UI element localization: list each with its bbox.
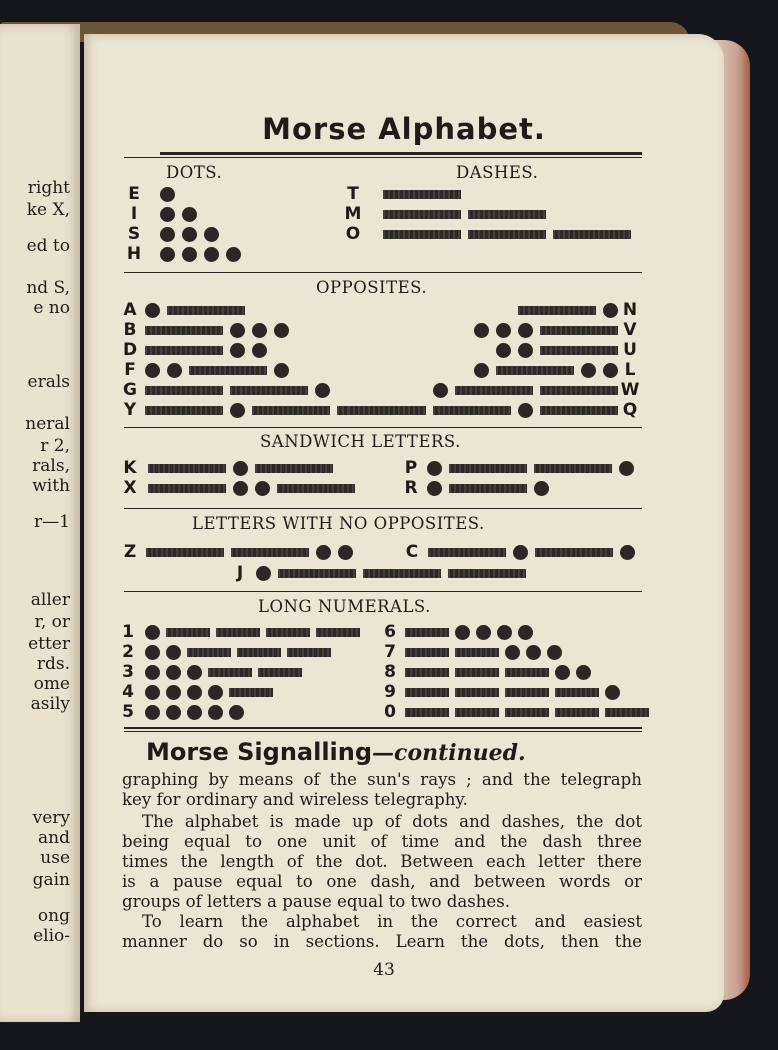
body-line: key for ordinary and wireless telegraphy.: [122, 790, 468, 809]
morse-dot: [167, 363, 182, 378]
morse-dot: [605, 685, 620, 700]
morse-dash: [148, 464, 226, 473]
letter-s: S: [127, 224, 141, 244]
morse-dot: [145, 705, 160, 720]
morse-dash: [455, 688, 499, 697]
morse-dash: [455, 386, 533, 395]
morse-dot: [145, 665, 160, 680]
morse-dot: [316, 545, 331, 560]
letter-t: T: [347, 184, 359, 204]
morse-dash: [405, 648, 449, 657]
numerals-header: LONG NUMERALS.: [258, 597, 431, 616]
letter-c: C: [405, 542, 419, 562]
morse-dot: [256, 566, 271, 581]
morse-dash: [145, 346, 223, 355]
morse-dot: [160, 207, 175, 222]
morse-dash: [496, 366, 574, 375]
morse-dash: [216, 628, 260, 637]
letter-7: 7: [384, 642, 396, 662]
letter-b: B: [123, 320, 137, 340]
letter-1: 1: [122, 622, 134, 642]
morse-dash: [505, 708, 549, 717]
left-page-line: etter: [28, 634, 70, 654]
morse-dot: [226, 247, 241, 262]
morse-dash: [405, 668, 449, 677]
morse-dash: [540, 346, 618, 355]
morse-dot: [229, 705, 244, 720]
left-page-line: aller: [30, 590, 70, 610]
letter-6: 6: [384, 622, 396, 642]
letter-k: K: [123, 458, 137, 478]
morse-dot: [497, 625, 512, 640]
morse-dot: [513, 545, 528, 560]
left-page-line: elio-: [33, 926, 70, 946]
letter-4: 4: [122, 682, 134, 702]
morse-dot: [145, 303, 160, 318]
left-page-line: neral: [25, 414, 70, 434]
morse-dot: [505, 645, 520, 660]
left-page-line: r 2,: [40, 436, 70, 456]
letter-m: M: [344, 204, 362, 224]
morse-dot: [518, 625, 533, 640]
morse-dot: [230, 403, 245, 418]
morse-dot: [534, 481, 549, 496]
left-page-line: ed to: [26, 236, 70, 256]
morse-dot: [145, 625, 160, 640]
letter-9: 9: [384, 682, 396, 702]
letter-d: D: [122, 340, 138, 360]
left-page-line: right: [27, 178, 70, 198]
dashes-header: DASHES.: [456, 163, 539, 182]
morse-dot: [274, 323, 289, 338]
morse-dot: [160, 187, 175, 202]
letter-8: 8: [384, 662, 396, 682]
morse-dot: [518, 343, 533, 358]
morse-dot: [252, 343, 267, 358]
morse-dash: [316, 628, 360, 637]
morse-dot: [230, 343, 245, 358]
rule-5-thin: [124, 731, 642, 732]
morse-dash: [540, 326, 618, 335]
morse-dash: [348, 406, 426, 415]
body-line: graphing by means of the sun's rays ; and the telegraph: [122, 770, 642, 789]
letter-o: O: [345, 224, 361, 244]
heading-continued: —continued.: [372, 740, 526, 766]
morse-dash: [237, 648, 281, 657]
letter-3: 3: [122, 662, 134, 682]
morse-dash: [363, 569, 441, 578]
letter-i: I: [130, 204, 138, 224]
morse-dot: [166, 685, 181, 700]
letter-x: X: [123, 478, 137, 498]
morse-dot: [518, 323, 533, 338]
letter-2: 2: [122, 642, 134, 662]
no-opposites-header: LETTERS WITH NO OPPOSITES.: [192, 514, 485, 533]
letter-f: F: [124, 360, 136, 380]
left-page-line: e no: [33, 298, 70, 318]
morse-dash: [505, 688, 549, 697]
morse-dash: [231, 548, 309, 557]
morse-dot: [427, 481, 442, 496]
morse-dot: [576, 665, 591, 680]
left-page-line: rals,: [32, 456, 70, 476]
morse-dot: [166, 705, 181, 720]
letter-q: Q: [622, 400, 638, 420]
morse-dot: [526, 645, 541, 660]
morse-dash: [518, 306, 596, 315]
morse-dot: [496, 343, 511, 358]
morse-dash: [166, 628, 210, 637]
morse-dash: [468, 230, 546, 239]
morse-dot: [204, 227, 219, 242]
morse-dot: [474, 363, 489, 378]
letter-a: A: [123, 300, 137, 320]
left-page-line: r—1: [34, 512, 70, 532]
letter-r: R: [404, 478, 418, 498]
morse-dot: [160, 247, 175, 262]
morse-dash: [428, 548, 506, 557]
morse-dash: [266, 628, 310, 637]
morse-dash: [287, 648, 331, 657]
morse-dot: [555, 665, 570, 680]
morse-dot: [182, 227, 197, 242]
left-page-line: with: [32, 476, 70, 496]
morse-dash: [555, 688, 599, 697]
morse-dash: [229, 688, 273, 697]
left-page-line: ong: [37, 906, 70, 926]
page-number: 43: [373, 960, 395, 980]
morse-dash: [187, 648, 231, 657]
morse-dash: [605, 708, 649, 717]
morse-dot: [619, 461, 634, 476]
morse-dot: [433, 383, 448, 398]
morse-dot: [620, 545, 635, 560]
morse-dash: [405, 708, 449, 717]
rule-5: [124, 727, 642, 729]
title-rule-thin: [124, 157, 642, 158]
morse-dot: [187, 665, 202, 680]
body-line: manner do so in sections. Learn the dots, then the: [122, 932, 642, 951]
left-page-line: ke X,: [26, 200, 70, 220]
morse-dash: [252, 406, 330, 415]
morse-dot: [208, 705, 223, 720]
morse-dot: [233, 481, 248, 496]
morse-dash: [255, 464, 333, 473]
rule-3: [124, 508, 642, 509]
morse-dash: [535, 548, 613, 557]
morse-dash: [167, 306, 245, 315]
morse-dot: [518, 403, 533, 418]
dots-header: DOTS.: [166, 163, 223, 182]
letter-u: U: [623, 340, 637, 360]
morse-dot: [255, 481, 270, 496]
morse-dash: [383, 190, 461, 199]
letter-5: 5: [122, 702, 134, 722]
heading-main: Morse Signalling: [146, 738, 373, 766]
morse-dot: [145, 645, 160, 660]
morse-dot: [182, 247, 197, 262]
morse-dash: [278, 569, 356, 578]
morse-dot: [182, 207, 197, 222]
morse-dash: [448, 569, 526, 578]
letter-e: E: [128, 184, 140, 204]
letter-j: J: [236, 563, 244, 583]
morse-dash: [455, 668, 499, 677]
morse-dash: [455, 648, 499, 657]
letter-g: G: [123, 380, 137, 400]
morse-dot: [338, 545, 353, 560]
left-page-line: nd S,: [26, 278, 70, 298]
morse-dash: [540, 406, 618, 415]
body-line: times the length of the dot. Between each letter there: [122, 852, 642, 871]
left-page-line: asily: [30, 694, 70, 714]
left-page-line: erals: [27, 372, 70, 392]
morse-dot: [315, 383, 330, 398]
body-line: groups of letters a pause equal to two dashes.: [122, 892, 511, 911]
morse-dash: [146, 548, 224, 557]
morse-dash: [258, 668, 302, 677]
morse-dot: [274, 363, 289, 378]
morse-dash: [540, 386, 618, 395]
opposites-header: OPPOSITES.: [316, 278, 428, 297]
morse-dot: [252, 323, 267, 338]
letter-v: V: [623, 320, 637, 340]
morse-dash: [145, 386, 223, 395]
letter-p: P: [404, 458, 418, 478]
body-line: being equal to one unit of time and the dash three: [122, 832, 642, 851]
morse-dash: [145, 326, 223, 335]
letter-l: L: [624, 360, 636, 380]
morse-dot: [187, 705, 202, 720]
left-page-line: ome: [33, 674, 70, 694]
letter-h: H: [126, 244, 142, 264]
morse-dot: [233, 461, 248, 476]
morse-dash: [383, 210, 461, 219]
morse-dash: [208, 668, 252, 677]
morse-dot: [187, 685, 202, 700]
morse-dash: [189, 366, 267, 375]
morse-dot: [145, 685, 160, 700]
left-page-line: r, or: [34, 612, 70, 632]
letter-y: Y: [123, 400, 137, 420]
morse-dot: [455, 625, 470, 640]
morse-dot: [603, 363, 618, 378]
letter-0: 0: [384, 702, 396, 722]
morse-dot: [204, 247, 219, 262]
morse-dot: [208, 685, 223, 700]
left-page-line: and: [38, 828, 70, 848]
morse-dash: [148, 484, 226, 493]
morse-dot: [427, 461, 442, 476]
morse-dash: [534, 464, 612, 473]
body-line: is a pause equal to one dash, and between words or: [122, 872, 642, 891]
letter-n: N: [622, 300, 638, 320]
left-page-line: gain: [32, 870, 70, 890]
morse-dash: [433, 406, 511, 415]
section-heading: [146, 738, 526, 766]
left-page-line: use: [40, 848, 70, 868]
morse-dash: [405, 688, 449, 697]
morse-dash: [277, 484, 355, 493]
left-page-line: very: [32, 808, 70, 828]
morse-dot: [230, 323, 245, 338]
morse-dot: [166, 665, 181, 680]
letter-z: Z: [123, 542, 137, 562]
rule-4: [124, 591, 642, 592]
morse-dot: [166, 645, 181, 660]
morse-dash: [505, 668, 549, 677]
morse-dot: [145, 363, 160, 378]
letter-w: W: [620, 380, 640, 400]
morse-dash: [405, 628, 449, 637]
morse-dot: [496, 323, 511, 338]
morse-dash: [468, 210, 546, 219]
left-page: [0, 24, 80, 1022]
morse-dash: [449, 464, 527, 473]
morse-dash: [455, 708, 499, 717]
page-title: Morse Alphabet.: [262, 112, 546, 146]
morse-dash: [449, 484, 527, 493]
morse-dash: [383, 230, 461, 239]
morse-dash: [230, 386, 308, 395]
title-rule: [160, 152, 642, 155]
morse-dot: [547, 645, 562, 660]
sandwich-header: SANDWICH LETTERS.: [260, 432, 461, 451]
morse-dot: [581, 363, 596, 378]
body-line: To learn the alphabet in the correct and easiest: [142, 912, 642, 931]
morse-dot: [603, 303, 618, 318]
morse-dot: [474, 323, 489, 338]
morse-dash: [553, 230, 631, 239]
morse-dash: [555, 708, 599, 717]
morse-dot: [160, 227, 175, 242]
morse-dot: [476, 625, 491, 640]
rule-1: [124, 272, 642, 273]
left-page-line: rds.: [36, 654, 70, 674]
body-line: The alphabet is made up of dots and dashes, the dot: [142, 812, 642, 831]
morse-dash: [145, 406, 223, 415]
rule-2: [124, 427, 642, 428]
